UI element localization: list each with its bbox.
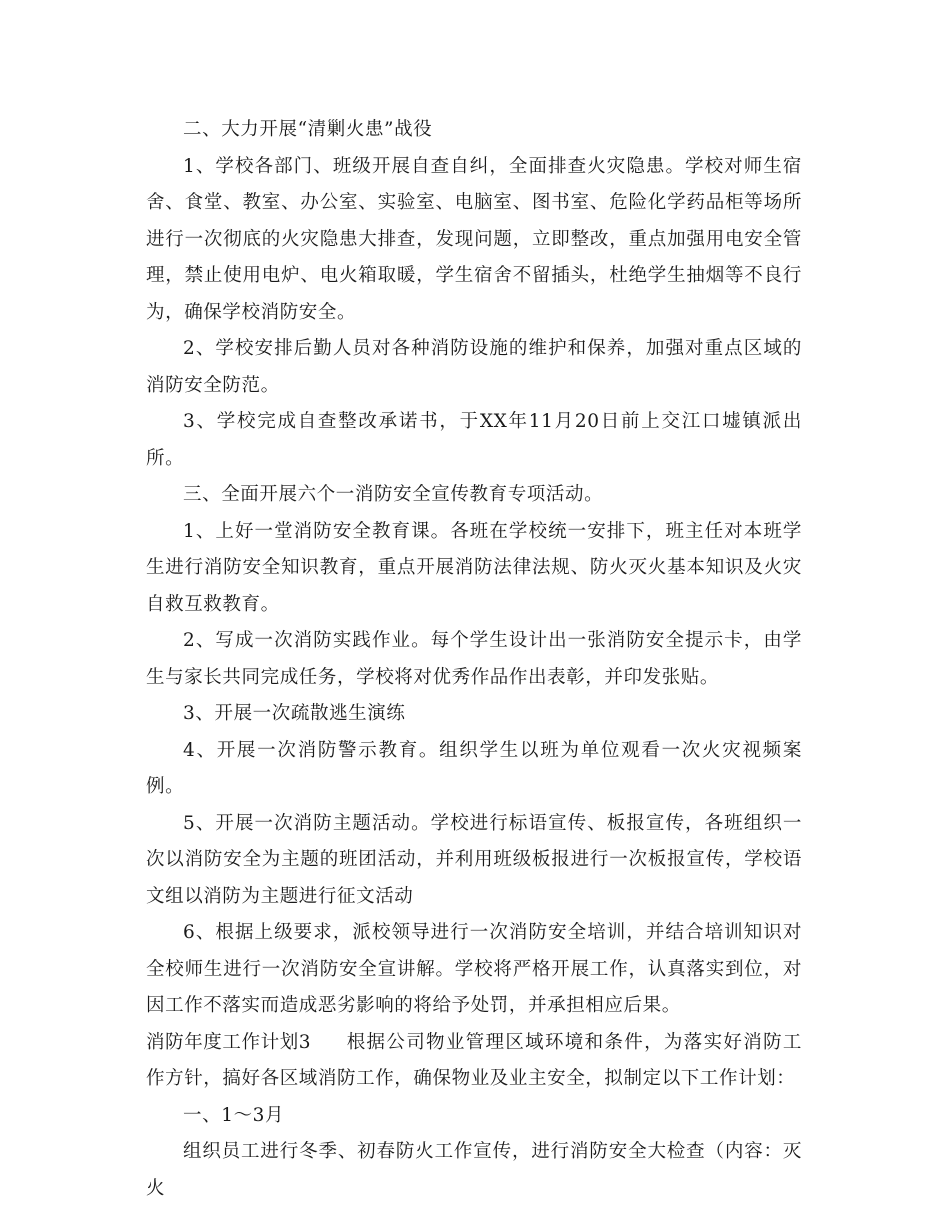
document-body [146,112,802,1207]
section-heading-3: 三、全面开展六个一消防安全宣传教育专项活动。 [183,484,604,505]
paragraph-activity-1: 1、上好一堂消防安全教育课。各班在学校统一安排下，班主任对本班学生进行消防安全知识教育，重点开展消防法律法规、防火灭火基本知识及火灾自救互救教育。 [146,520,802,615]
paragraph-item-3: 3、学校完成自查整改承诺书，于XX年11月20日前上交江口墟镇派出所。 [146,411,802,469]
plan3-paragraph [146,1025,802,1098]
paragraph-activity-2: 2、写成一次消防实践作业。每个学生设计出一张消防安全提示卡，由学生与家长共同完成任务，学校将对优秀作品作出表彰，并印发张贴。 [146,630,802,688]
paragraph-activity-5: 5、开展一次消防主题活动。学校进行标语宣传、板报宣传，各班组织一次以消防安全为主题的班团活动，并利用班级板报进行一次板报宣传，学校语文组以消防为主题进行征文活动 [146,812,802,907]
paragraph-activity-4: 4、开展一次消防警示教育。组织学生以班为单位观看一次火灾视频案例。 [146,739,802,797]
paragraph-item-2: 2、学校安排后勤人员对各种消防设施的维护和保养，加强对重点区域的消防安全防范。 [146,338,802,396]
plan3-title: 消防年度工作计划3 [146,1031,312,1053]
section-heading-2: 二、大力开展“清剿火患”战役 [183,119,433,140]
tail-paragraph: 组织员工进行冬季、初春防火工作宣传，进行消防安全大检查（内容：灭火 [146,1141,802,1199]
tail-heading: 一、1～3月 [183,1104,285,1126]
paragraph-activity-3: 3、开展一次疏散逃生演练 [183,703,406,724]
plan3-intro: 根据公司物业管理区域环境和条件，为落实好消防工作方针，搞好各区域消防工作，确保物业及业主安全，拟制定以下工作计划： [146,1031,802,1089]
paragraph-item-1: 1、学校各部门、班级开展自查自纠，全面排查火灾隐患。学校对师生宿舍、食堂、教室、办公室、实验室、电脑室、图书室、危险化学药品柜等场所进行一次彻底的火灾隐患大排查，发现问题，立即整改，重点加强用电安全管理，禁止使用电炉、电火箱取暖，学生宿舍不留插头，杜绝学生抽烟等不良行为，确保学校消防安全。 [146,155,802,323]
paragraph-activity-6: 6、根据上级要求，派校领导进行一次消防安全培训，并结合培训知识对全校师生进行一次消防安全宣讲解。学校将严格开展工作，认真落实到位，对因工作不落实而造成恶劣影响的将给予处罚，并承担相应后果。 [146,922,802,1016]
